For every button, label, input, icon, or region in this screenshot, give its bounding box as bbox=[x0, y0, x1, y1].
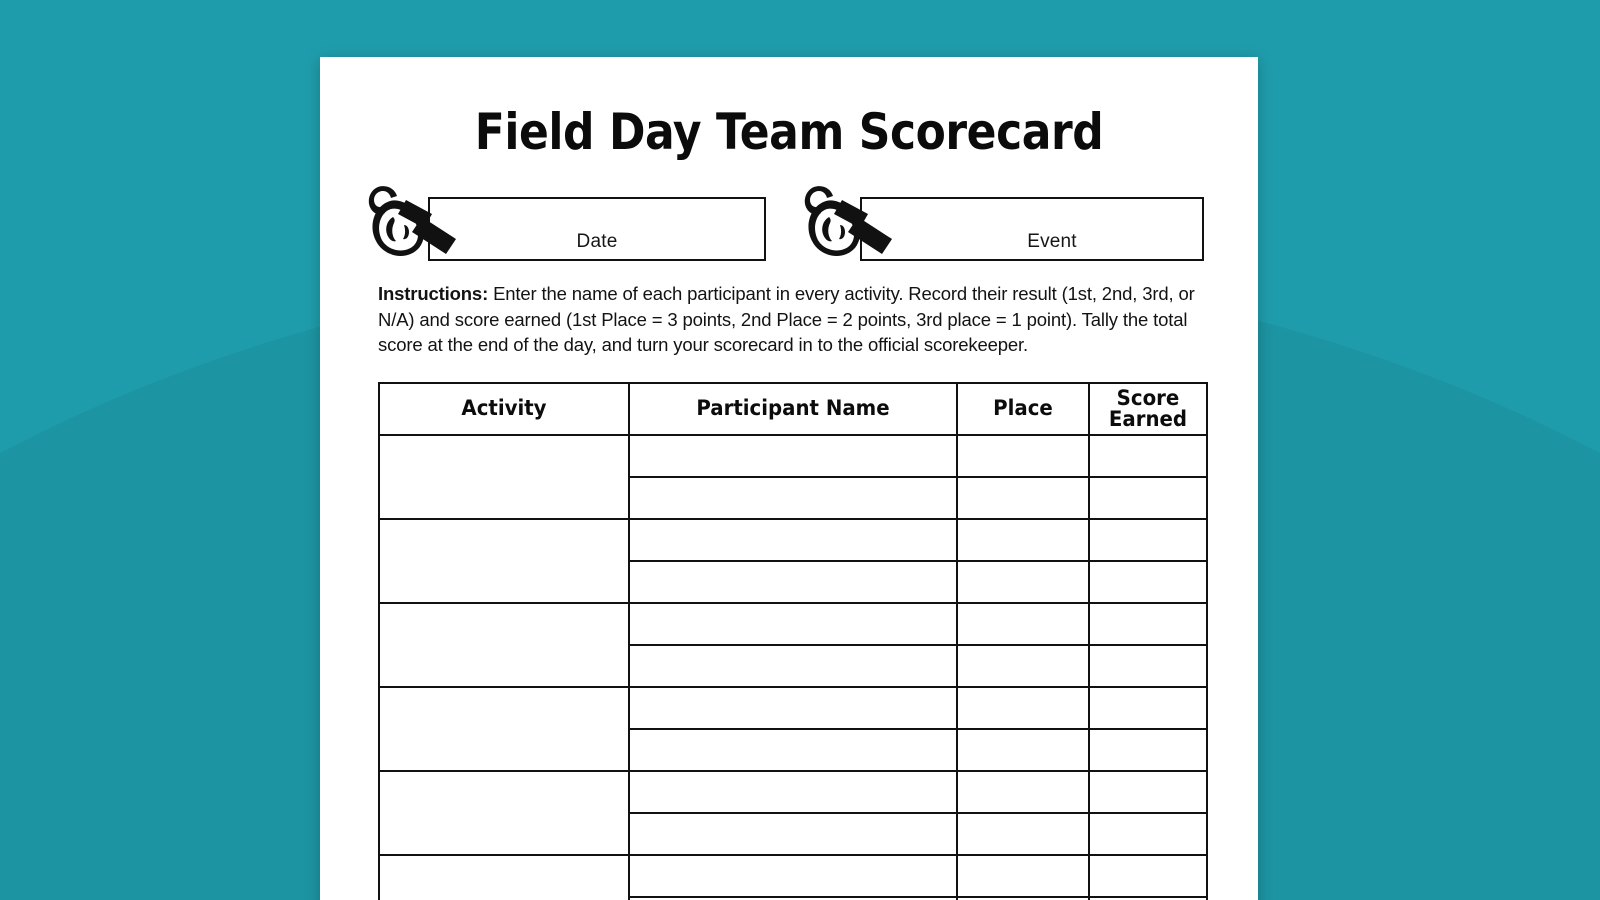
score-earned-line-1: Score bbox=[1116, 385, 1180, 410]
instructions-text: Enter the name of each participant in every activity. Record their result (1st, 2nd, 3rd, or N/A) and score earned (1st Place = 3 points, 2nd Place = 2 points, 3rd place = 1 point). Tally the total score at the end of the day, and turn your scorecard in to the official scorekeeper. bbox=[378, 283, 1195, 355]
score-earned-line-2: Earned bbox=[1108, 406, 1188, 431]
cell-place[interactable] bbox=[957, 729, 1089, 771]
table-row bbox=[379, 771, 1207, 813]
date-field-label: Date bbox=[576, 231, 618, 252]
cell-place[interactable] bbox=[957, 897, 1089, 900]
cell-place[interactable] bbox=[957, 561, 1089, 603]
table-body bbox=[379, 435, 1207, 900]
cell-participant-name[interactable] bbox=[629, 855, 957, 897]
field-row bbox=[320, 175, 1258, 259]
cell-participant-name[interactable] bbox=[629, 771, 957, 813]
cell-score-earned[interactable] bbox=[1089, 435, 1207, 477]
cell-participant-name[interactable] bbox=[629, 561, 957, 603]
column-header-activity: Activity bbox=[387, 383, 622, 435]
cell-place[interactable] bbox=[957, 813, 1089, 855]
cell-score-earned[interactable] bbox=[1089, 897, 1207, 900]
cell-place[interactable] bbox=[957, 645, 1089, 687]
date-field-box[interactable] bbox=[428, 197, 766, 261]
event-field-label: Event bbox=[1027, 231, 1077, 252]
cell-participant-name[interactable] bbox=[629, 729, 957, 771]
cell-participant-name[interactable] bbox=[629, 435, 957, 477]
cell-place[interactable] bbox=[957, 687, 1089, 729]
cell-score-earned[interactable] bbox=[1089, 855, 1207, 897]
cell-place[interactable] bbox=[957, 477, 1089, 519]
cell-activity[interactable] bbox=[379, 855, 629, 900]
cell-participant-name[interactable] bbox=[629, 897, 957, 900]
column-header-score-earned bbox=[1093, 383, 1204, 435]
cell-participant-name[interactable] bbox=[629, 519, 957, 561]
table-row bbox=[379, 519, 1207, 561]
scorecard-table-wrap bbox=[378, 382, 1204, 900]
cell-activity[interactable] bbox=[379, 687, 629, 771]
event-field-box[interactable] bbox=[860, 197, 1204, 261]
cell-score-earned[interactable] bbox=[1089, 687, 1207, 729]
table-row bbox=[379, 435, 1207, 477]
cell-participant-name[interactable] bbox=[629, 645, 957, 687]
cell-place[interactable] bbox=[957, 603, 1089, 645]
cell-activity[interactable] bbox=[379, 771, 629, 855]
cell-score-earned[interactable] bbox=[1089, 645, 1207, 687]
cell-place[interactable] bbox=[957, 771, 1089, 813]
scorecard-document bbox=[320, 57, 1258, 900]
column-header-participant-name: Participant Name bbox=[639, 383, 947, 435]
cell-score-earned[interactable] bbox=[1089, 519, 1207, 561]
table-header-row bbox=[379, 383, 1207, 435]
instructions-paragraph bbox=[378, 281, 1198, 358]
page-title: Field Day Team Scorecard bbox=[474, 103, 1104, 161]
cell-participant-name[interactable] bbox=[629, 603, 957, 645]
cell-score-earned[interactable] bbox=[1089, 561, 1207, 603]
table-row bbox=[379, 687, 1207, 729]
table-row bbox=[379, 855, 1207, 897]
cell-score-earned[interactable] bbox=[1089, 771, 1207, 813]
cell-participant-name[interactable] bbox=[629, 477, 957, 519]
cell-score-earned[interactable] bbox=[1089, 477, 1207, 519]
cell-score-earned[interactable] bbox=[1089, 603, 1207, 645]
cell-activity[interactable] bbox=[379, 435, 629, 519]
cell-score-earned[interactable] bbox=[1089, 729, 1207, 771]
cell-activity[interactable] bbox=[379, 603, 629, 687]
cell-place[interactable] bbox=[957, 435, 1089, 477]
cell-score-earned[interactable] bbox=[1089, 813, 1207, 855]
column-header-place: Place bbox=[961, 383, 1085, 435]
cell-participant-name[interactable] bbox=[629, 687, 957, 729]
scorecard-table bbox=[378, 382, 1208, 900]
cell-place[interactable] bbox=[957, 855, 1089, 897]
cell-place[interactable] bbox=[957, 519, 1089, 561]
table-row bbox=[379, 603, 1207, 645]
instructions-label: Instructions: bbox=[378, 283, 489, 304]
cell-participant-name[interactable] bbox=[629, 813, 957, 855]
cell-activity[interactable] bbox=[379, 519, 629, 603]
